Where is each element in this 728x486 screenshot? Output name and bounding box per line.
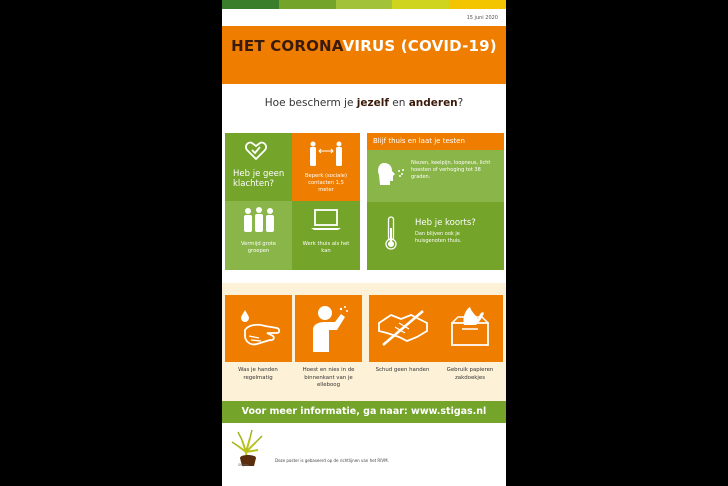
stripe-3 (336, 0, 393, 9)
question-b2: anderen (408, 97, 458, 109)
tile-hand-wash (225, 295, 292, 362)
tile-no-handshake (369, 295, 436, 362)
hand-wash-icon (237, 308, 281, 348)
stripe-5 (449, 0, 506, 9)
koorts-text: Dan blijven ook je huisgenoten thuis. (415, 231, 462, 244)
stigas-logo-icon (230, 428, 266, 468)
tile-vermijd (225, 201, 292, 270)
question (222, 97, 506, 109)
tile-koorts (367, 202, 504, 270)
no-handshake-label: Schud geen handen (375, 367, 430, 373)
blijf-thuis-header (367, 133, 504, 150)
title-dark: HET CORONA (231, 37, 343, 55)
info-bar[interactable]: Voor meer informatie, ga naar: www.stigas.nl (222, 401, 506, 423)
no-handshake-icon (377, 307, 429, 349)
color-stripes (222, 0, 506, 9)
symptoms-text: Niezen, keelpijn, loopneus, licht hoesten of verhoging tot 38 graden. (411, 160, 491, 180)
tile-cough-elbow (295, 295, 362, 362)
tile-beperk (292, 133, 360, 201)
title-light: VIRUS (COVID-19) (342, 37, 497, 55)
stripe-2 (279, 0, 336, 9)
question-b1: jezelf (356, 97, 389, 109)
sneeze-icon (376, 161, 406, 187)
tissues-label: Gebruik papieren zakdoekjes (446, 367, 494, 381)
tissue-box-icon (448, 305, 492, 349)
thermometer-icon (385, 216, 397, 250)
koorts-title: Heb je koorts? (415, 218, 476, 228)
date: 15 juni 2020 (466, 15, 498, 21)
werk-text: Werk thuis als het kan (302, 241, 350, 254)
question-pre: Hoe bescherm je (264, 97, 357, 109)
heb-geen-text: Heb je geen klachten? (233, 169, 285, 189)
blijf-thuis-text: Blijf thuis en laat je testen (373, 137, 465, 145)
question-mid: en (388, 97, 409, 109)
logo-text: Stigas (238, 463, 249, 467)
cough-elbow-label: Hoest en nies in de binnenkant van je elleboog (302, 367, 355, 388)
footer-note: Deze poster is gebaseerd op de richtlijnen van het RIVM. (275, 458, 389, 463)
heart-check-icon (245, 141, 267, 161)
tile-tissues (436, 295, 503, 362)
tile-heb-geen (225, 133, 292, 201)
title-orange-band (222, 26, 506, 84)
poster (222, 0, 506, 486)
stripe-1 (222, 0, 279, 9)
tile-werk (292, 201, 360, 270)
laptop-icon (311, 209, 341, 231)
question-post: ? (457, 97, 464, 109)
distance-people-icon (308, 141, 344, 167)
page-title (222, 37, 506, 55)
beperk-text: Beperk (sociale) contacten 1,5 meter (304, 173, 348, 193)
hand-wash-label: Was je handen regelmatig (238, 367, 278, 381)
tile-symptoms (367, 150, 504, 202)
group-people-icon (242, 207, 276, 233)
stripe-4 (392, 0, 449, 9)
vermijd-text: Vermijd grote groepen (241, 241, 276, 254)
cough-elbow-icon (307, 304, 351, 354)
